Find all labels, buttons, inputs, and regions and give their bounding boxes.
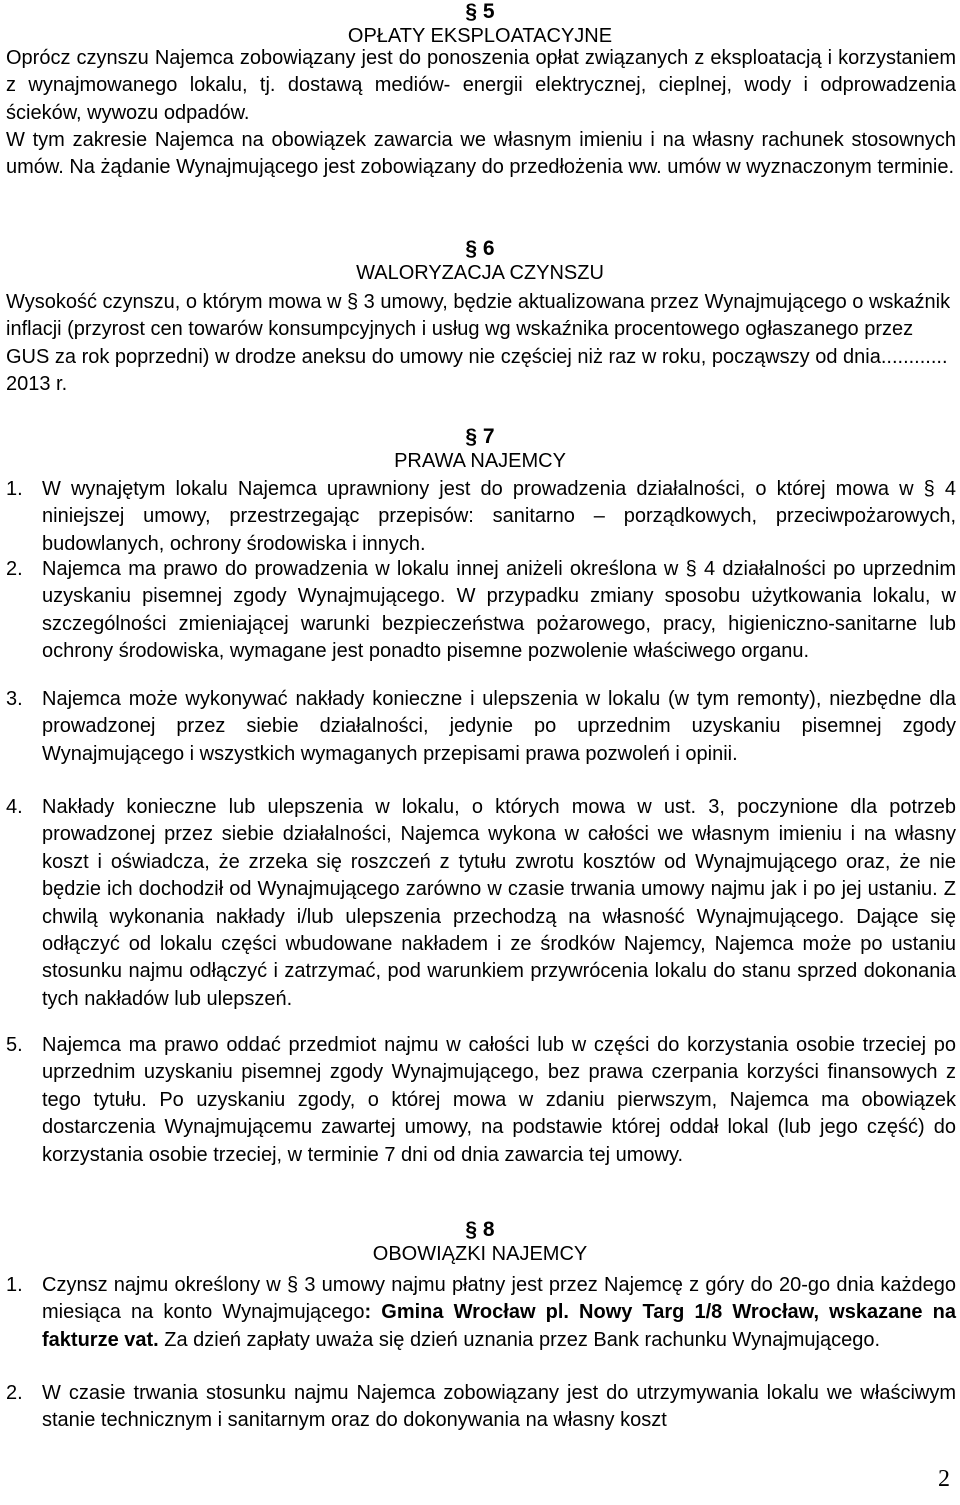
list-item — [6, 476, 956, 558]
section-number: § 5 — [465, 0, 495, 23]
section-5-header — [0, 0, 960, 48]
list-item — [6, 686, 956, 768]
item-number: 1. — [6, 478, 23, 500]
item-number: 5. — [6, 1034, 23, 1056]
section-title: OBOWIĄZKI NAJEMCY — [372, 1243, 588, 1265]
item-text: W czasie trwania stosunku najmu Najemca zobowiązany jest do utrzymywania lokalu we właściwym stanie technicznym i sanitarnym oraz do dokonywania na własny koszt — [42, 1382, 956, 1432]
item-number: 3. — [6, 688, 23, 710]
item-text: Najemca może wykonywać nakłady konieczne i ulepszenia w lokalu (w tym remonty), niezbędne dla prowadzonej przez siebie działalności, jedynie po uprzednim uzyskaniu pisemnej zgody Wynajmującego i wszystkich wymaganych przepisami prawa pozwoleń i opinii. — [42, 688, 956, 765]
paragraph: Wysokość czynszu, o którym mowa w § 3 umowy, będzie aktualizowana przez Wynajmującego o wskaźnik inflacji (przyrost cen towarów konsumpcyjnych i usług wg wskaźnika procentowego ogłaszanego przez GUS za rok poprzedni) w drodze aneksu do umowy nie częściej niż raz w roku, począwszy od dnia............ 2013 r. — [6, 291, 951, 396]
paragraph: Oprócz czynszu Najemca zobowiązany jest do ponoszenia opłat związanych z eksploatacją i korzystaniem z wynajmowanego lokalu, tj. dostawą mediów- energii elektrycznej, cieplnej, wody i odprowadzenia ścieków, wywozu odpadów. — [6, 47, 956, 124]
bank-account-details: : Gmina Wrocław pl. Nowy Targ 1/8 Wrocław, wskazane na fakturze vat. — [42, 1301, 956, 1351]
item-number: 2. — [6, 558, 23, 580]
section-6-header — [0, 237, 960, 285]
list-item — [6, 1032, 956, 1169]
item-number: 1. — [6, 1274, 23, 1296]
list-item — [6, 1380, 956, 1435]
page-number: 2 — [938, 1466, 950, 1492]
section-title: OPŁATY EKSPLOATACYJNE — [347, 25, 613, 47]
section-number: § 7 — [465, 425, 495, 448]
item-number: 4. — [6, 796, 23, 818]
item-number: 2. — [6, 1382, 23, 1404]
paragraph: W tym zakresie Najemca na obowiązek zawarcia we własnym imieniu i na własny rachunek stosownych umów. Na żądanie Wynajmującego jest zobowiązany do przedłożenia ww. umów w wyznaczonym terminie. — [6, 129, 956, 179]
list-item — [6, 556, 956, 666]
section-title: WALORYZACJA CZYNSZU — [356, 262, 604, 284]
item-text-part: Za dzień zapłaty uważa się dzień uznania przez Bank rachunku Wynajmującego. — [158, 1328, 881, 1351]
item-text: W wynajętym lokalu Najemca uprawniony jest do prowadzenia działalności, o której mowa w § 4 niniejszej umowy, przestrzegając przepisów: sanitarno – porządkowych, przeciwpożarowych, budowlanych, ochrony środowiska i innych. — [42, 478, 956, 555]
list-item — [6, 794, 956, 1013]
section-8-header — [0, 1218, 960, 1266]
item-text: Najemca ma prawo oddać przedmiot najmu w całości lub w części do korzystania osobie trzeciej po uprzednim uzyskaniu pisemnej zgody Wynajmującego, bez prawa czerpania korzyści finansowych z tego tytułu. Po uzyskaniu zgody, o której mowa w zdaniu pierwszym, Najemca ma obowiązek dostarczenia Wynajmującemu zawartej umowy, na podstawie której oddał lokal (lub jego część) do korzystania osobie trzeciej, w terminie 7 dni od dnia zawarcia tej umowy. — [42, 1034, 956, 1166]
item-text: Najemca ma prawo do prowadzenia w lokalu innej aniżeli określona w § 4 działalności po uprzednim uzyskaniu pisemnej zgody Wynajmującego. W przypadku zmiany sposobu użytkowania lokalu, w szczególności zmieniającej warunki bezpieczeństwa pożarowego, pracy, higieniczno-sanitarne lub ochrony środowiska, wymagane jest ponadto pisemne pozwolenie właściwego organu. — [42, 558, 956, 663]
item-text: Nakłady konieczne lub ulepszenia w lokalu, o których mowa w ust. 3, poczynione dla potrzeb prowadzonej przez siebie działalności, Najemca wykona w całości we własnym imieniu i na własny koszt i oświadcza, że zrzeka się roszczeń z tytułu zwrotu kosztów od Wynajmującego oraz, że nie będzie ich dochodził od Wynajmującego zarówno w czasie trwania umowy najmu jak i po jej ustaniu. Z chwilą wykonania nakłady i/lub ulepszenia przechodzą na własność Wynajmującego. Dające się odłączyć od lokalu części wbudowane nakładem i ze środków Najemcy, Najemca może po ustaniu stosunku najmu odłączyć i zatrzymać, pod warunkiem przywrócenia lokalu do stanu sprzed dokonania tych nakładów lub ulepszeń. — [42, 796, 956, 1010]
section-7-header — [0, 425, 960, 473]
item-text-part: Czynsz najmu określony w § 3 umowy najmu płatny jest przez Najemcę z góry do 20-go dnia każdego miesiąca na konto Wynajmującego — [42, 1274, 956, 1324]
section-number: § 6 — [465, 237, 495, 260]
list-item — [6, 1272, 956, 1354]
item-text — [42, 1272, 956, 1354]
section-number: § 8 — [465, 1218, 495, 1241]
section-title: PRAWA NAJEMCY — [394, 450, 566, 472]
